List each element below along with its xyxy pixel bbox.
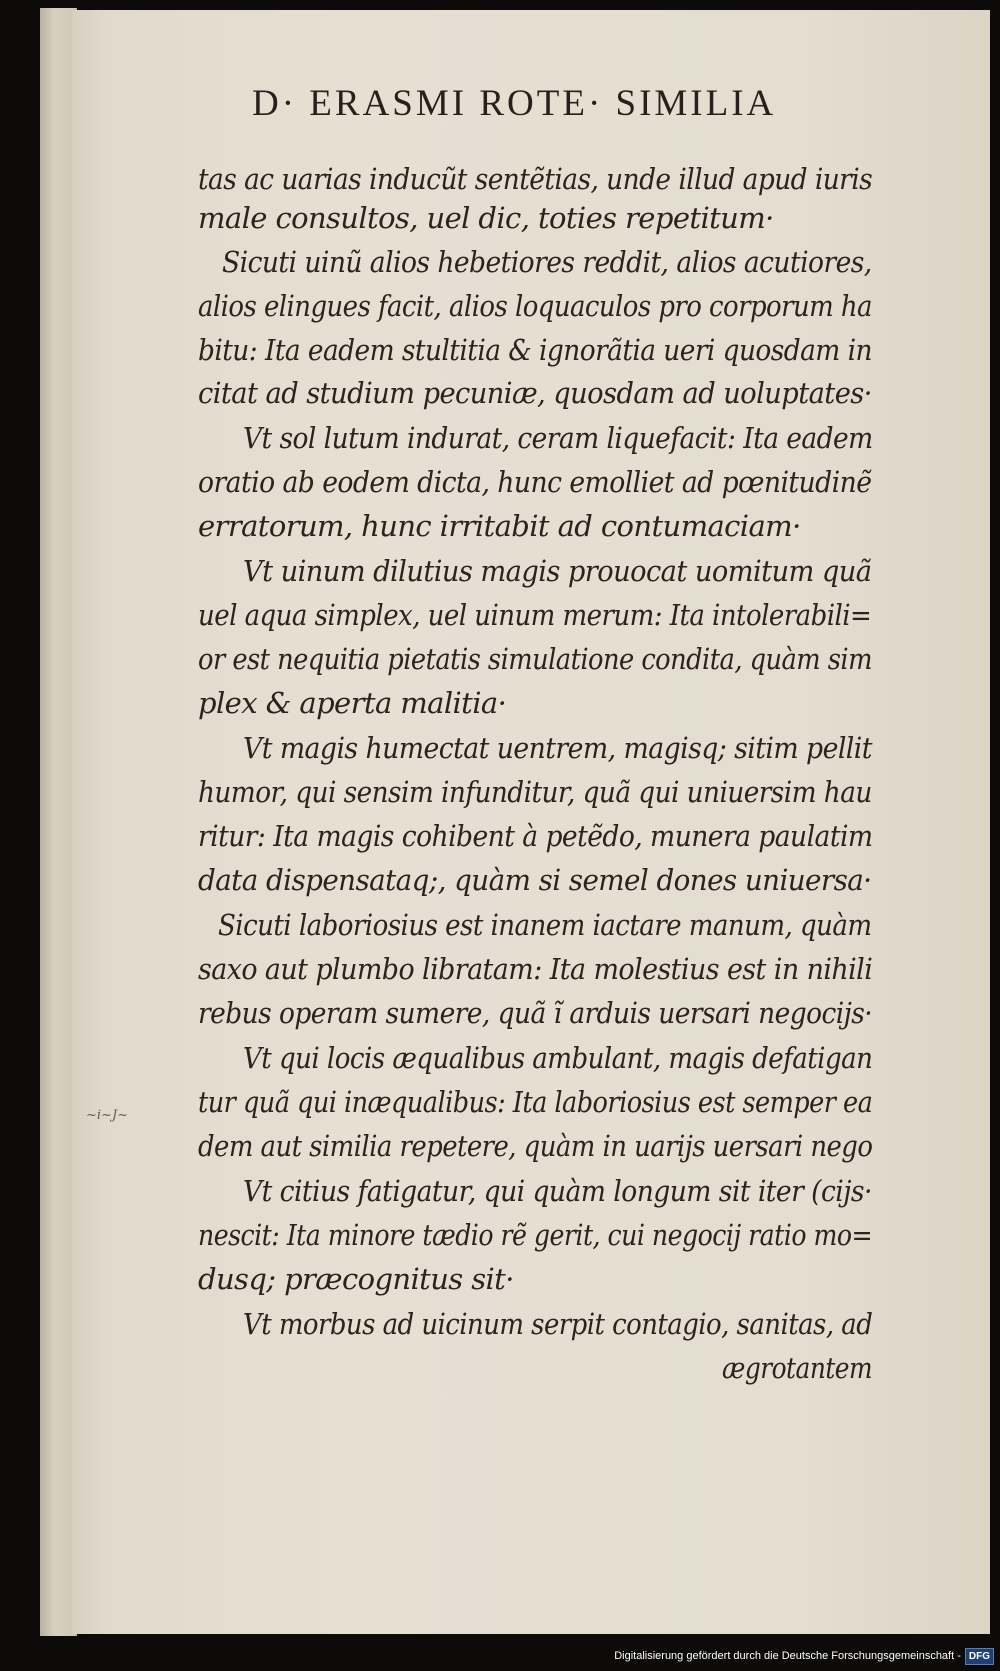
footer-credit: Digitalisierung gefördert durch die Deutsche Forschungsgemeinschaft - <box>614 1650 961 1662</box>
dfg-logo: DFG <box>965 1648 994 1665</box>
text-line: tur quã qui inæqualibus: Ita laboriosius est semper ea <box>198 1085 873 1119</box>
text-line: nescit: Ita minore tædio rẽ gerit, cui negocij ratio mo= <box>198 1218 873 1252</box>
text-line: oratio ab eodem dicta, hunc emolliet ad pœnitudinẽ <box>198 465 872 499</box>
text-line: Vt sol lutum indurat, ceram liquefacit: Ita eadem <box>243 421 873 455</box>
text-line: Sicuti laboriosius est inanem iactare manum, quàm <box>218 908 872 942</box>
text-line: Vt uinum dilutius magis prouocat uomitum quã <box>243 554 872 588</box>
text-line: Vt qui locis æqualibus ambulant, magis defatigan <box>243 1041 873 1075</box>
text-line: tas ac uarias inducũt sentẽtias, unde illud apud iuris <box>198 162 873 196</box>
text-line: uel aqua simplex, uel uinum merum: Ita intolerabili= <box>198 598 872 632</box>
margin-annotation: ~i~J~ <box>86 1108 129 1123</box>
running-head: D· ERASMI ROTE· SIMILIA <box>252 83 777 124</box>
text-line: saxo aut plumbo libratam: Ita molestius est in nihili <box>198 952 873 986</box>
text-line: rebus operam sumere, quã ĩ arduis uersari negocijs· <box>198 996 873 1030</box>
text-line: Vt magis humectat uentrem, magisq; sitim pellit <box>243 731 872 765</box>
text-line: citat ad studium pecuniæ, quosdam ad uoluptates· <box>198 376 872 410</box>
text-line: Sicuti uinũ alios hebetiores reddit, alios acutiores, <box>222 245 872 279</box>
text-line: Vt citius fatigatur, qui quàm longum sit iter (cijs· <box>243 1174 872 1208</box>
text-line: data dispensataq;, quàm si semel dones uniuersa· <box>198 863 872 897</box>
text-line: erratorum, hunc irritabit ad contumaciam· <box>198 509 801 543</box>
text-line: ritur: Ita magis cohibent à petẽdo, munera paulatim <box>198 819 873 853</box>
text-line: humor, qui sensim infunditur, quã qui uniuersim hau <box>198 775 872 809</box>
text-line: plex & aperta malitia· <box>198 686 507 720</box>
text-line: dem aut similia repetere, quàm in uarijs uersari nego <box>198 1129 873 1163</box>
digitization-footer <box>614 1645 994 1667</box>
text-line: bitu: Ita eadem stultitia & ignorãtia ueri quosdam in <box>198 333 872 367</box>
text-line: male consultos, uel dic, toties repetitum· <box>198 201 774 235</box>
text-line: alios elingues facit, alios loquaculos pro corporum ha <box>198 289 872 323</box>
text-line: or est nequitia pietatis simulatione condita, quàm sim <box>198 642 872 676</box>
text-line: Vt morbus ad uicinum serpit contagio, sanitas, ad <box>243 1307 873 1341</box>
text-line: dusq; præcognitus sit· <box>198 1262 514 1296</box>
catchword: ægrotantem <box>722 1351 873 1385</box>
